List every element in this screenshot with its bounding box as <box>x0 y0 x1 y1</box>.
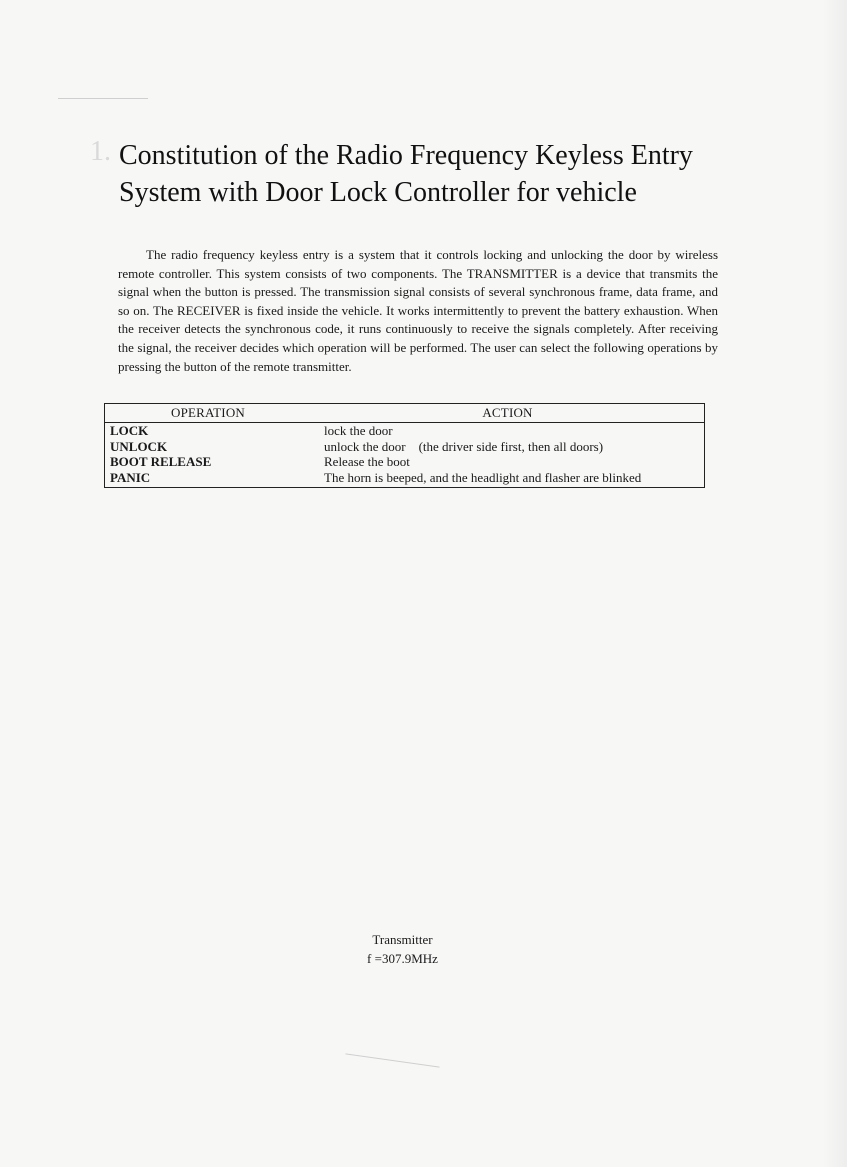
page-edge-shadow <box>823 0 847 1167</box>
action-cell: Release the boot <box>324 454 410 469</box>
title-line-2: System with Door Lock Controller for vehicle <box>119 177 637 208</box>
scan-mark <box>58 98 148 99</box>
spacer-cell <box>311 485 705 488</box>
table-row <box>105 454 705 470</box>
action-cell: unlock the door (the driver side first, then all doors) <box>324 438 604 454</box>
operation-cell: LOCK <box>110 423 149 438</box>
table-spacer-row <box>105 485 705 488</box>
intro-text: The radio frequency keyless entry is a system that it controls locking and unlocking the door by wireless remote controller. This system consists of two components. The TRANSMITTER is a device that transmits the signal when the button is pressed. The transmission signal consists of several synchronous frame, data frame, and so on. The RECEIVER is fixed inside the vehicle. It works intermittently to prevent the battery exhaustion. When the receiver detects the synchronous code, it runs continuously to receive the signals completely. After receiving the signal, the receiver decides which operation will be performed. The user can select the following operations by pressing the button of the remote transmitter. <box>118 247 718 374</box>
table-header-row <box>105 404 705 423</box>
intro-paragraph <box>118 246 718 376</box>
page-title <box>119 137 759 211</box>
operation-cell: BOOT RELEASE <box>110 454 212 469</box>
operations-table <box>104 403 705 488</box>
operation-cell: UNLOCK <box>110 438 168 454</box>
header-action: ACTION <box>311 404 705 423</box>
header-operation: OPERATION <box>105 404 312 423</box>
title-line-1: Constitution of the Radio Frequency Keyless Entry <box>119 140 693 171</box>
table-row <box>105 470 705 486</box>
scan-mark <box>345 1053 439 1067</box>
caption-line-2: f =307.9MHz <box>367 951 438 966</box>
action-cell: lock the door <box>324 423 393 438</box>
section-number: 1. <box>90 136 111 167</box>
spacer-cell <box>105 485 312 488</box>
action-cell: The horn is beeped, and the headlight and flasher are blinked <box>324 469 642 485</box>
caption-line-1: Transmitter <box>372 932 433 947</box>
table-row <box>105 423 705 439</box>
figure-caption <box>300 930 505 968</box>
table-row <box>105 439 705 455</box>
operation-cell: PANIC <box>110 469 151 485</box>
